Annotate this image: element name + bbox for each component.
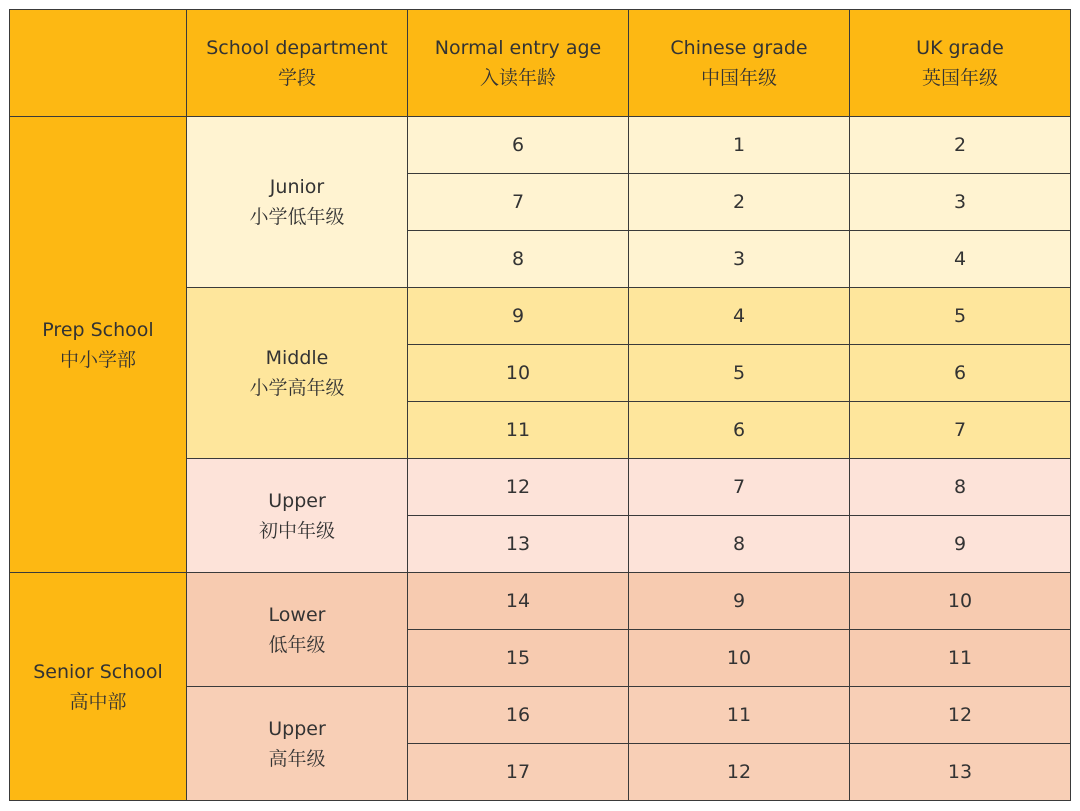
chinese-grade-cell: 3 bbox=[629, 231, 850, 288]
uk-grade-cell: 9 bbox=[850, 516, 1071, 573]
department-name-zh: 低年级 bbox=[268, 633, 326, 656]
department-name-zh: 高年级 bbox=[268, 747, 326, 770]
department-name-en: Junior bbox=[269, 176, 325, 198]
department-upper-prep-cell bbox=[187, 459, 408, 573]
department-junior-cell bbox=[187, 117, 408, 288]
chinese-grade-cell: 10 bbox=[629, 630, 850, 687]
uk-grade-cell: 10 bbox=[850, 573, 1071, 630]
department-name-zh: 小学低年级 bbox=[249, 206, 345, 228]
uk-grade-cell: 5 bbox=[850, 288, 1071, 345]
grade-comparison-table bbox=[9, 9, 1071, 801]
uk-grade-cell: 11 bbox=[850, 630, 1071, 687]
school-senior-cell bbox=[10, 573, 187, 801]
header-uk-grade bbox=[850, 10, 1071, 117]
school-name-en: Prep School bbox=[42, 318, 154, 341]
header-empty-cell bbox=[10, 10, 187, 117]
header-label-en: School department bbox=[206, 37, 388, 59]
age-cell: 8 bbox=[408, 231, 629, 288]
uk-grade-cell: 6 bbox=[850, 345, 1071, 402]
table-row bbox=[10, 573, 1071, 630]
department-name-zh: 初中年级 bbox=[258, 519, 335, 542]
school-name-zh: 中小学部 bbox=[59, 348, 136, 371]
department-lower-senior-cell bbox=[187, 573, 408, 687]
chinese-grade-cell: 12 bbox=[629, 744, 850, 801]
uk-grade-cell: 3 bbox=[850, 174, 1071, 231]
age-cell: 6 bbox=[408, 117, 629, 174]
age-cell: 10 bbox=[408, 345, 629, 402]
chinese-grade-cell: 6 bbox=[629, 402, 850, 459]
chinese-grade-cell: 4 bbox=[629, 288, 850, 345]
chinese-grade-cell: 5 bbox=[629, 345, 850, 402]
header-label-zh: 中国年级 bbox=[700, 67, 777, 89]
age-cell: 7 bbox=[408, 174, 629, 231]
school-name-en: Senior School bbox=[33, 660, 163, 683]
department-name-en: Upper bbox=[268, 489, 326, 512]
chinese-grade-cell: 8 bbox=[629, 516, 850, 573]
header-label-zh: 入读年龄 bbox=[479, 67, 556, 89]
chinese-grade-cell: 1 bbox=[629, 117, 850, 174]
header-entry-age bbox=[408, 10, 629, 117]
age-cell: 12 bbox=[408, 459, 629, 516]
header-label-en: UK grade bbox=[916, 37, 1004, 59]
school-prep-cell bbox=[10, 117, 187, 573]
age-cell: 17 bbox=[408, 744, 629, 801]
department-name-en: Upper bbox=[268, 717, 326, 740]
header-school-department bbox=[187, 10, 408, 117]
age-cell: 11 bbox=[408, 402, 629, 459]
age-cell: 13 bbox=[408, 516, 629, 573]
header-label-zh: 学段 bbox=[277, 67, 316, 89]
age-cell: 16 bbox=[408, 687, 629, 744]
department-name-en: Middle bbox=[265, 347, 329, 369]
department-name-zh: 小学高年级 bbox=[249, 377, 345, 399]
uk-grade-cell: 8 bbox=[850, 459, 1071, 516]
chinese-grade-cell: 2 bbox=[629, 174, 850, 231]
header-row bbox=[10, 10, 1071, 117]
header-label-en: Normal entry age bbox=[434, 37, 602, 59]
department-middle-cell bbox=[187, 288, 408, 459]
age-cell: 14 bbox=[408, 573, 629, 630]
department-name-en: Lower bbox=[268, 603, 326, 626]
uk-grade-cell: 7 bbox=[850, 402, 1071, 459]
chinese-grade-cell: 7 bbox=[629, 459, 850, 516]
chinese-grade-cell: 9 bbox=[629, 573, 850, 630]
school-name-zh: 高中部 bbox=[69, 690, 127, 713]
department-upper-senior-cell bbox=[187, 687, 408, 801]
grade-table-container bbox=[9, 9, 1071, 801]
uk-grade-cell: 12 bbox=[850, 687, 1071, 744]
chinese-grade-cell: 11 bbox=[629, 687, 850, 744]
age-cell: 9 bbox=[408, 288, 629, 345]
header-label-zh: 英国年级 bbox=[921, 67, 998, 89]
uk-grade-cell: 13 bbox=[850, 744, 1071, 801]
uk-grade-cell: 2 bbox=[850, 117, 1071, 174]
uk-grade-cell: 4 bbox=[850, 231, 1071, 288]
age-cell: 15 bbox=[408, 630, 629, 687]
header-chinese-grade bbox=[629, 10, 850, 117]
header-label-en: Chinese grade bbox=[670, 37, 808, 59]
table-row bbox=[10, 117, 1071, 174]
